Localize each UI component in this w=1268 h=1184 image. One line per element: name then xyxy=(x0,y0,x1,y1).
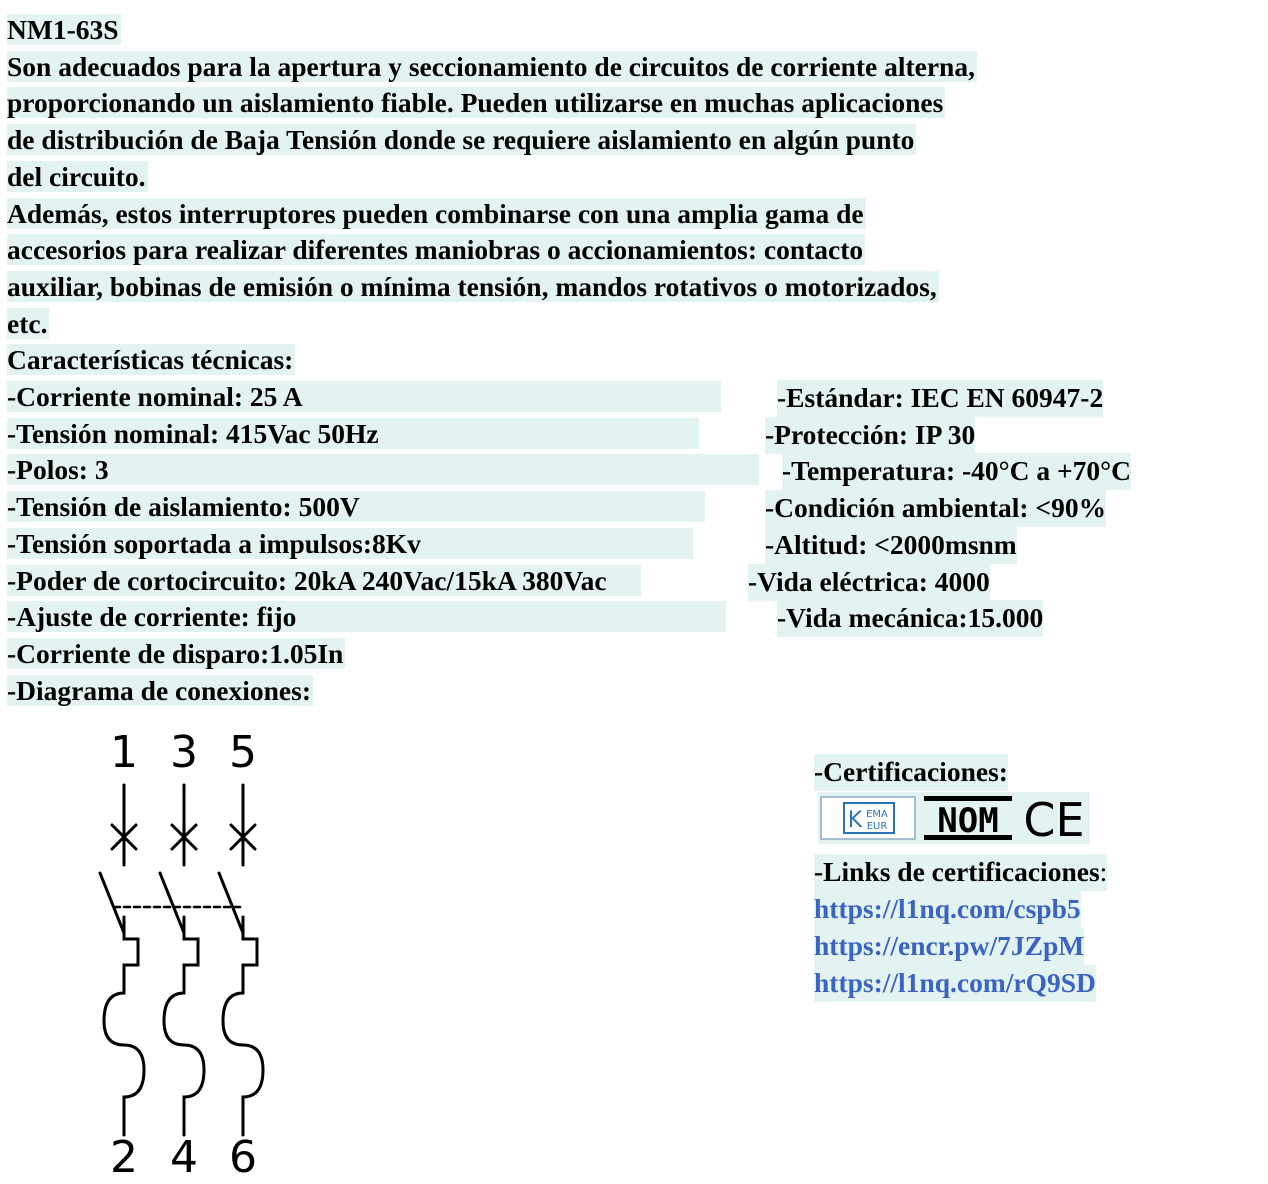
nom-logo xyxy=(922,794,1014,842)
description-line: auxiliar, bobinas de emisión o mínima tensión, mandos rotativos o motorizados, xyxy=(7,270,937,302)
ce-logo xyxy=(1020,794,1088,842)
certification-link-1[interactable]: https://l1nq.com/cspb5 xyxy=(814,891,1081,928)
svg-text:EUR: EUR xyxy=(866,821,888,832)
certification-logos xyxy=(818,792,1090,844)
pole-1-symbol xyxy=(100,785,144,1135)
spec-left-diagram-label: -Diagrama de conexiones: xyxy=(7,674,311,706)
svg-text:EMA: EMA xyxy=(866,809,888,820)
spec-left-shortcircuit: -Poder de cortocircuito: 20kA 240Vac/15kA 380Vac xyxy=(7,563,977,600)
terminal-label-2: 2 xyxy=(110,1132,138,1180)
spec-left-trip: -Corriente de disparo:1.05In xyxy=(7,637,344,669)
description-line: del circuito. xyxy=(7,160,146,192)
spec-right-electrical-life: -Vida eléctrica: 4000 xyxy=(748,564,990,601)
svg-text:CE: CE xyxy=(1023,794,1085,842)
spec-right-ambient: -Condición ambiental: <90% xyxy=(765,490,1106,527)
spec-right-protection: -Protección: IP 30 xyxy=(765,417,975,454)
certification-link-2[interactable]: https://encr.pw/7JZpM xyxy=(814,928,1084,965)
spec-left-adjust: -Ajuste de corriente: fijo xyxy=(7,599,977,636)
spec-left-impulse: -Tensión soportada a impulsos:8Kv xyxy=(7,526,977,563)
certification-link-3[interactable]: https://l1nq.com/rQ9SD xyxy=(814,965,1096,1002)
kema-keur-logo xyxy=(820,796,916,840)
svg-text:NOM: NOM xyxy=(937,801,999,841)
spec-right-altitude: -Altitud: <2000msnm xyxy=(765,527,1017,564)
spec-left-current: -Corriente nominal: 25 A xyxy=(7,379,977,416)
terminal-label-4: 4 xyxy=(170,1132,198,1180)
specs-heading: Características técnicas: xyxy=(7,344,294,376)
terminal-label-6: 6 xyxy=(229,1132,257,1180)
terminal-label-1: 1 xyxy=(110,727,138,778)
spec-left-insulation: -Tensión de aislamiento: 500V xyxy=(7,489,977,526)
spec-right-standard: -Estándar: IEC EN 60947-2 xyxy=(777,380,1103,417)
description-line: de distribución de Baja Tensión donde se requiere aislamiento en algún punto xyxy=(7,124,915,156)
pole-3-symbol xyxy=(160,785,204,1135)
spec-right-temperature: -Temperatura: -40°C a +70°C xyxy=(782,453,1131,490)
product-title: NM1-63S xyxy=(7,14,119,45)
description-line: accesorios para realizar diferentes maniobras o accionamientos: contacto xyxy=(7,234,864,266)
terminal-label-5: 5 xyxy=(229,727,257,778)
terminal-label-3: 3 xyxy=(170,727,198,778)
spec-right-mechanical-life: -Vida mecánica:15.000 xyxy=(777,600,1043,637)
description-line: proporcionando un aislamiento fiable. Pueden utilizarse en muchas aplicaciones xyxy=(7,87,944,119)
description-line: Son adecuados para la apertura y seccionamiento de circuitos de corriente alterna, xyxy=(7,50,975,82)
pole-5-symbol xyxy=(219,785,263,1135)
certification-links-heading: -Links de certificaciones: xyxy=(814,854,1107,891)
certifications-heading: -Certificaciones: xyxy=(814,754,1008,791)
svg-text:K: K xyxy=(847,808,863,833)
spec-left-poles: -Polos: 3 xyxy=(7,452,977,489)
spec-left-voltage: -Tensión nominal: 415Vac 50Hz xyxy=(7,416,977,453)
description-line: Además, estos interruptores pueden combinarse con una amplia gama de xyxy=(7,197,864,229)
connection-diagram xyxy=(90,725,290,1180)
description-line: etc. xyxy=(7,307,48,339)
